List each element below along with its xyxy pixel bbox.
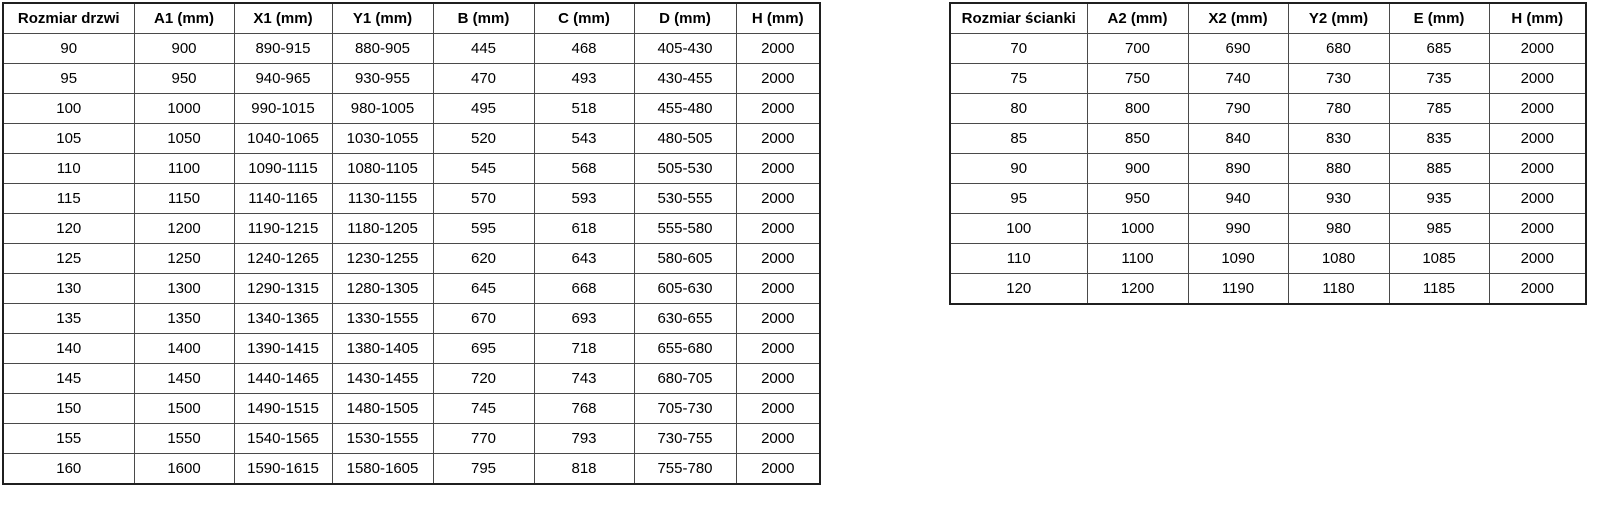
table-cell: 1040-1065 xyxy=(234,124,332,154)
table-cell: 1430-1455 xyxy=(332,364,433,394)
table-cell: 160 xyxy=(3,454,134,485)
table-cell: 1200 xyxy=(134,214,234,244)
table-cell: 755-780 xyxy=(634,454,736,485)
table-cell: 520 xyxy=(433,124,534,154)
table-cell: 468 xyxy=(534,34,634,64)
table-cell: 75 xyxy=(950,64,1087,94)
table-cell: 110 xyxy=(3,154,134,184)
table-row xyxy=(3,334,820,364)
table-cell: 2000 xyxy=(736,34,820,64)
table-cell: 1550 xyxy=(134,424,234,454)
table-cell: 690 xyxy=(1188,34,1288,64)
table-cell: 768 xyxy=(534,394,634,424)
table-cell: 705-730 xyxy=(634,394,736,424)
column-header: Rozmiar drzwi xyxy=(3,3,134,34)
table-row xyxy=(3,424,820,454)
table-cell: 100 xyxy=(950,214,1087,244)
table-cell: 620 xyxy=(433,244,534,274)
table-row xyxy=(3,64,820,94)
column-header: X1 (mm) xyxy=(234,3,332,34)
table-cell: 1140-1165 xyxy=(234,184,332,214)
table-cell: 940 xyxy=(1188,184,1288,214)
column-header: X2 (mm) xyxy=(1188,3,1288,34)
table-row xyxy=(3,244,820,274)
table-cell: 745 xyxy=(433,394,534,424)
table-cell: 1480-1505 xyxy=(332,394,433,424)
table-row xyxy=(950,274,1586,305)
table-cell: 1200 xyxy=(1087,274,1188,305)
table-cell: 985 xyxy=(1389,214,1489,244)
table-cell: 1230-1255 xyxy=(332,244,433,274)
table-cell: 680-705 xyxy=(634,364,736,394)
table-cell: 780 xyxy=(1288,94,1389,124)
table-cell: 793 xyxy=(534,424,634,454)
table-cell: 2000 xyxy=(1489,94,1586,124)
table-cell: 743 xyxy=(534,364,634,394)
table-row xyxy=(950,244,1586,274)
table-cell: 2000 xyxy=(736,364,820,394)
table-cell: 90 xyxy=(3,34,134,64)
table-cell: 890 xyxy=(1188,154,1288,184)
table-row xyxy=(3,214,820,244)
table-cell: 105 xyxy=(3,124,134,154)
table-cell: 1390-1415 xyxy=(234,334,332,364)
table-cell: 505-530 xyxy=(634,154,736,184)
table-cell: 2000 xyxy=(736,334,820,364)
table-cell: 155 xyxy=(3,424,134,454)
table-row xyxy=(950,124,1586,154)
table-row xyxy=(3,124,820,154)
table-cell: 2000 xyxy=(736,274,820,304)
table-cell: 980 xyxy=(1288,214,1389,244)
table-cell: 568 xyxy=(534,154,634,184)
column-header: Y2 (mm) xyxy=(1288,3,1389,34)
table-cell: 2000 xyxy=(1489,154,1586,184)
table-cell: 950 xyxy=(134,64,234,94)
table-cell: 750 xyxy=(1087,64,1188,94)
table-cell: 150 xyxy=(3,394,134,424)
table-cell: 430-455 xyxy=(634,64,736,94)
column-header: B (mm) xyxy=(433,3,534,34)
table-cell: 740 xyxy=(1188,64,1288,94)
table-cell: 2000 xyxy=(736,124,820,154)
table-cell: 900 xyxy=(1087,154,1188,184)
table-row xyxy=(3,364,820,394)
table-cell: 885 xyxy=(1389,154,1489,184)
column-header: A2 (mm) xyxy=(1087,3,1188,34)
table-cell: 1590-1615 xyxy=(234,454,332,485)
table-cell: 695 xyxy=(433,334,534,364)
column-header: C (mm) xyxy=(534,3,634,34)
table-cell: 720 xyxy=(433,364,534,394)
table-cell: 1500 xyxy=(134,394,234,424)
table-cell: 1190-1215 xyxy=(234,214,332,244)
table-cell: 405-430 xyxy=(634,34,736,64)
table-cell: 1350 xyxy=(134,304,234,334)
table-cell: 543 xyxy=(534,124,634,154)
table-cell: 555-580 xyxy=(634,214,736,244)
table-row xyxy=(950,154,1586,184)
table-cell: 1280-1305 xyxy=(332,274,433,304)
table-cell: 618 xyxy=(534,214,634,244)
table-cell: 140 xyxy=(3,334,134,364)
column-header: A1 (mm) xyxy=(134,3,234,34)
table-cell: 495 xyxy=(433,94,534,124)
table-cell: 890-915 xyxy=(234,34,332,64)
table-cell: 1180-1205 xyxy=(332,214,433,244)
table-cell: 1290-1315 xyxy=(234,274,332,304)
table-cell: 785 xyxy=(1389,94,1489,124)
table-cell: 2000 xyxy=(1489,64,1586,94)
table-cell: 1240-1265 xyxy=(234,244,332,274)
table-cell: 1080-1105 xyxy=(332,154,433,184)
table-cell: 2000 xyxy=(736,64,820,94)
table-cell: 655-680 xyxy=(634,334,736,364)
wall-size-table xyxy=(949,2,1587,305)
table-cell: 1150 xyxy=(134,184,234,214)
table-cell: 1080 xyxy=(1288,244,1389,274)
table-cell: 940-965 xyxy=(234,64,332,94)
table-row xyxy=(3,394,820,424)
table-cell: 1490-1515 xyxy=(234,394,332,424)
table-cell: 980-1005 xyxy=(332,94,433,124)
table-cell: 2000 xyxy=(736,154,820,184)
table-cell: 85 xyxy=(950,124,1087,154)
column-header: H (mm) xyxy=(1489,3,1586,34)
table-cell: 935 xyxy=(1389,184,1489,214)
table-row xyxy=(950,184,1586,214)
table-cell: 693 xyxy=(534,304,634,334)
table-cell: 1000 xyxy=(134,94,234,124)
table-cell: 2000 xyxy=(736,184,820,214)
table-cell: 2000 xyxy=(1489,184,1586,214)
table-cell: 630-655 xyxy=(634,304,736,334)
table-cell: 145 xyxy=(3,364,134,394)
table-cell: 685 xyxy=(1389,34,1489,64)
table-cell: 1100 xyxy=(1087,244,1188,274)
table-cell: 718 xyxy=(534,334,634,364)
table-cell: 1090-1115 xyxy=(234,154,332,184)
table-row xyxy=(3,34,820,64)
table-cell: 880-905 xyxy=(332,34,433,64)
table-cell: 2000 xyxy=(1489,124,1586,154)
column-header: H (mm) xyxy=(736,3,820,34)
table-cell: 95 xyxy=(950,184,1087,214)
table-cell: 1440-1465 xyxy=(234,364,332,394)
table-cell: 930-955 xyxy=(332,64,433,94)
table-cell: 2000 xyxy=(736,94,820,124)
table-row xyxy=(3,184,820,214)
table-cell: 1300 xyxy=(134,274,234,304)
table-row xyxy=(3,154,820,184)
table-cell: 670 xyxy=(433,304,534,334)
table-cell: 835 xyxy=(1389,124,1489,154)
table-cell: 2000 xyxy=(1489,34,1586,64)
table-cell: 100 xyxy=(3,94,134,124)
table-cell: 445 xyxy=(433,34,534,64)
table-row xyxy=(3,274,820,304)
table-cell: 1600 xyxy=(134,454,234,485)
table-cell: 1050 xyxy=(134,124,234,154)
table-cell: 770 xyxy=(433,424,534,454)
column-header: E (mm) xyxy=(1389,3,1489,34)
column-header: D (mm) xyxy=(634,3,736,34)
table-cell: 593 xyxy=(534,184,634,214)
table-cell: 2000 xyxy=(736,424,820,454)
table-cell: 570 xyxy=(433,184,534,214)
table-cell: 840 xyxy=(1188,124,1288,154)
table-cell: 530-555 xyxy=(634,184,736,214)
table-cell: 70 xyxy=(950,34,1087,64)
table-cell: 518 xyxy=(534,94,634,124)
table-cell: 930 xyxy=(1288,184,1389,214)
table-cell: 795 xyxy=(433,454,534,485)
table-cell: 1450 xyxy=(134,364,234,394)
table-cell: 2000 xyxy=(736,244,820,274)
table-cell: 1090 xyxy=(1188,244,1288,274)
table-row xyxy=(3,454,820,485)
table-cell: 2000 xyxy=(736,304,820,334)
table-cell: 1400 xyxy=(134,334,234,364)
table-cell: 1540-1565 xyxy=(234,424,332,454)
table-cell: 1130-1155 xyxy=(332,184,433,214)
table-cell: 1030-1055 xyxy=(332,124,433,154)
table-cell: 120 xyxy=(950,274,1087,305)
table-row xyxy=(950,34,1586,64)
table-cell: 1580-1605 xyxy=(332,454,433,485)
table-cell: 730 xyxy=(1288,64,1389,94)
table-cell: 470 xyxy=(433,64,534,94)
table-row xyxy=(3,94,820,124)
table-cell: 130 xyxy=(3,274,134,304)
table-cell: 2000 xyxy=(1489,244,1586,274)
table-cell: 115 xyxy=(3,184,134,214)
table-cell: 2000 xyxy=(736,394,820,424)
table-cell: 110 xyxy=(950,244,1087,274)
table-cell: 455-480 xyxy=(634,94,736,124)
table-cell: 2000 xyxy=(1489,214,1586,244)
table-cell: 95 xyxy=(3,64,134,94)
table-cell: 1185 xyxy=(1389,274,1489,305)
table-cell: 1380-1405 xyxy=(332,334,433,364)
table-cell: 790 xyxy=(1188,94,1288,124)
table-cell: 1085 xyxy=(1389,244,1489,274)
table-cell: 120 xyxy=(3,214,134,244)
table-cell: 990-1015 xyxy=(234,94,332,124)
table-row xyxy=(950,94,1586,124)
table-cell: 80 xyxy=(950,94,1087,124)
table-cell: 950 xyxy=(1087,184,1188,214)
table-cell: 1250 xyxy=(134,244,234,274)
table-cell: 135 xyxy=(3,304,134,334)
table-cell: 900 xyxy=(134,34,234,64)
table-cell: 1000 xyxy=(1087,214,1188,244)
table-cell: 480-505 xyxy=(634,124,736,154)
table-cell: 990 xyxy=(1188,214,1288,244)
table-cell: 125 xyxy=(3,244,134,274)
table-cell: 2000 xyxy=(1489,274,1586,305)
table-cell: 643 xyxy=(534,244,634,274)
table-cell: 1100 xyxy=(134,154,234,184)
table-cell: 2000 xyxy=(736,454,820,485)
table-cell: 818 xyxy=(534,454,634,485)
table-cell: 645 xyxy=(433,274,534,304)
table-row xyxy=(950,64,1586,94)
table-cell: 680 xyxy=(1288,34,1389,64)
table-row xyxy=(3,304,820,334)
table-cell: 1180 xyxy=(1288,274,1389,305)
table-cell: 1330-1555 xyxy=(332,304,433,334)
table-cell: 880 xyxy=(1288,154,1389,184)
table-cell: 605-630 xyxy=(634,274,736,304)
table-cell: 595 xyxy=(433,214,534,244)
table-cell: 1190 xyxy=(1188,274,1288,305)
table-row xyxy=(950,214,1586,244)
table-cell: 800 xyxy=(1087,94,1188,124)
door-size-table xyxy=(2,2,821,485)
table-cell: 493 xyxy=(534,64,634,94)
table-cell: 668 xyxy=(534,274,634,304)
table-cell: 830 xyxy=(1288,124,1389,154)
table-cell: 2000 xyxy=(736,214,820,244)
table-cell: 735 xyxy=(1389,64,1489,94)
table-cell: 545 xyxy=(433,154,534,184)
column-header: Y1 (mm) xyxy=(332,3,433,34)
header-row xyxy=(3,3,820,34)
table-cell: 850 xyxy=(1087,124,1188,154)
table-cell: 730-755 xyxy=(634,424,736,454)
table-cell: 1530-1555 xyxy=(332,424,433,454)
header-row xyxy=(950,3,1586,34)
table-cell: 580-605 xyxy=(634,244,736,274)
table-cell: 700 xyxy=(1087,34,1188,64)
column-header: Rozmiar ścianki xyxy=(950,3,1087,34)
table-cell: 90 xyxy=(950,154,1087,184)
table-cell: 1340-1365 xyxy=(234,304,332,334)
